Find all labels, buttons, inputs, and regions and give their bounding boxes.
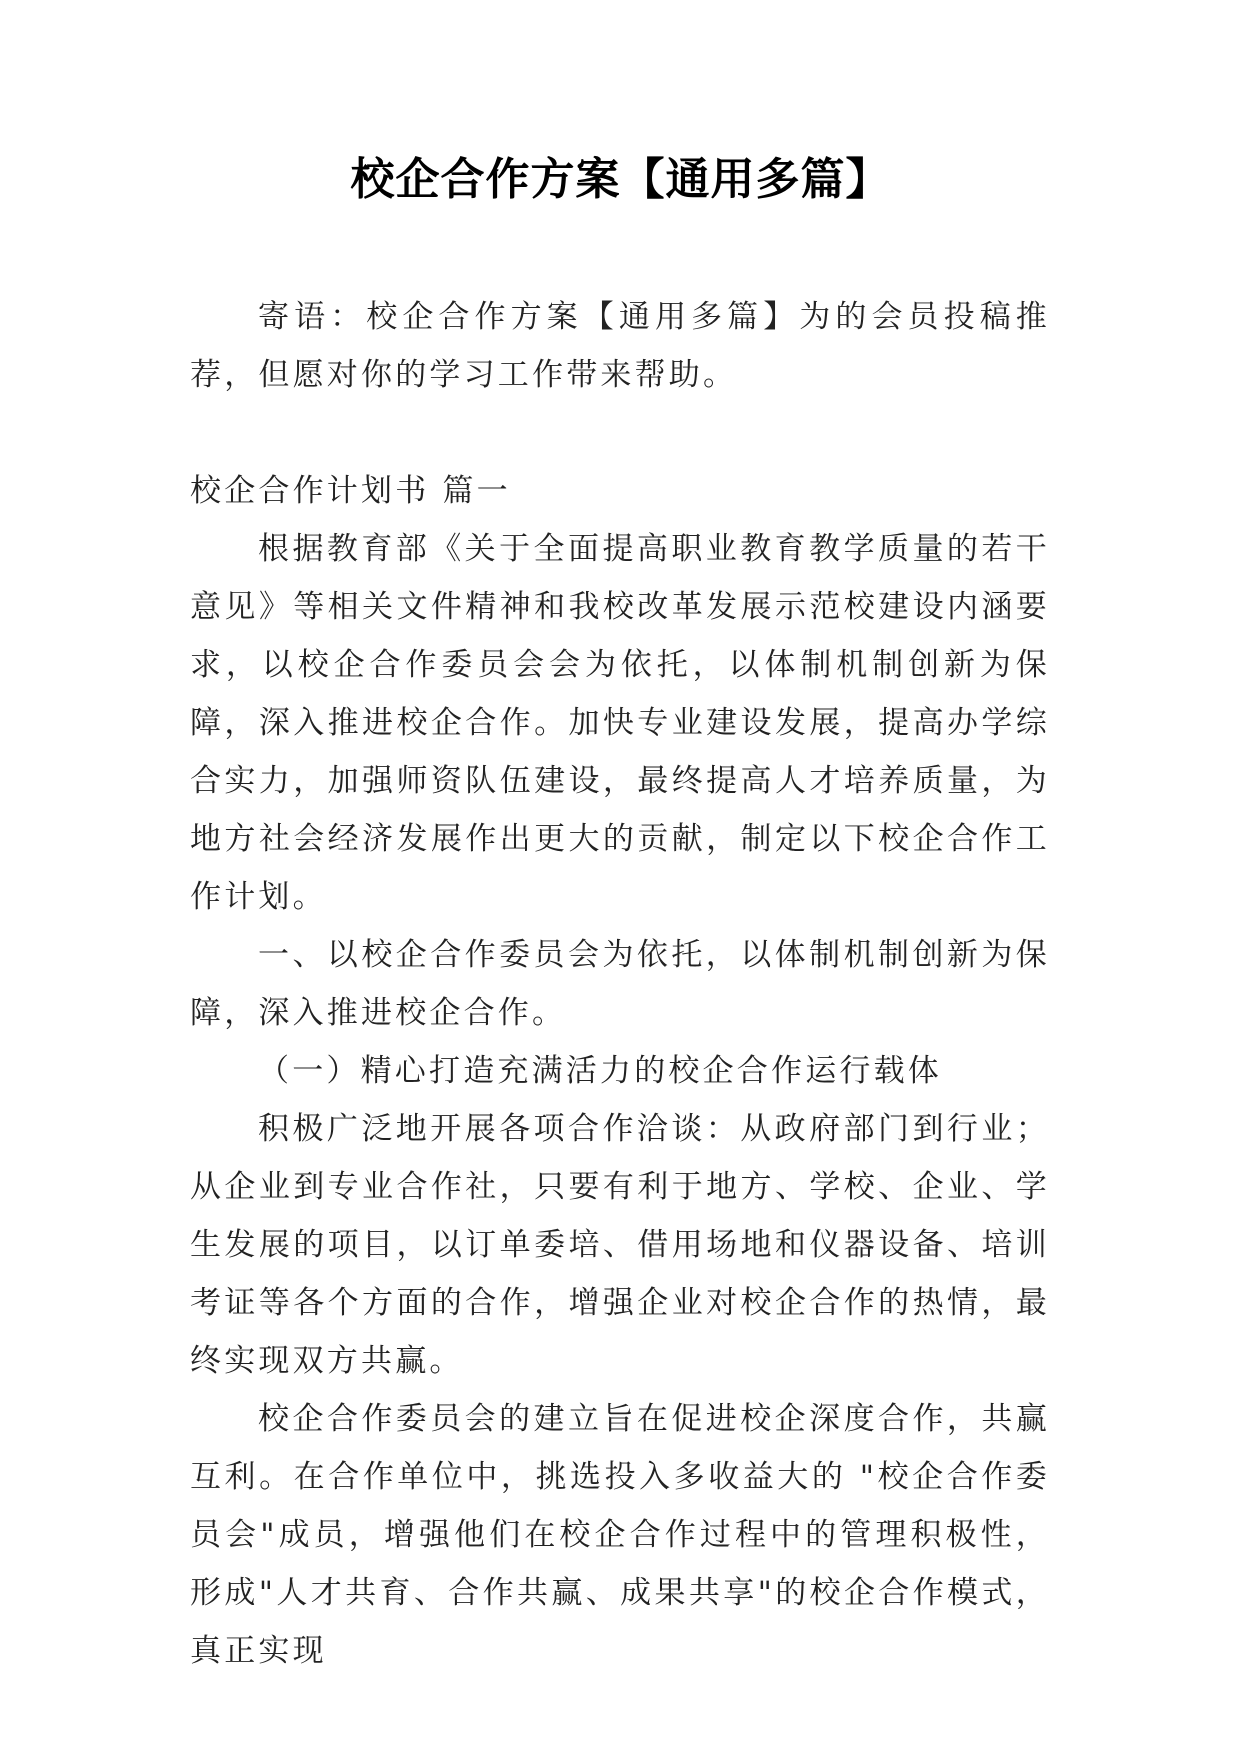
intro-paragraph: 寄语：校企合作方案【通用多篇】为的会员投稿推荐，但愿对你的学习工作带来帮助。: [190, 299, 1050, 393]
section-heading-block: [190, 462, 1050, 520]
paragraph: 一、以校企合作委员会为依托，以体制机制创新为保障，深入推进校企合作。: [190, 937, 1050, 1031]
subheading: （一）精心打造充满活力的校企合作运行载体: [258, 1053, 942, 1089]
section-heading: 校企合作计划书 篇一: [190, 473, 511, 509]
document-title: 校企合作方案【通用多篇】: [350, 154, 891, 205]
paragraph: 积极广泛地开展各项合作洽谈：从政府部门到行业；从企业到专业合作社，只要有利于地方、学校、企业、学生发展的项目，以订单委培、借用场地和仪器设备、培训考证等各个方面的合作，增强企业对校企合作的热情，最终实现双方共赢。: [190, 1111, 1050, 1379]
main-body: [190, 520, 1050, 1680]
paragraph: 校企合作委员会的建立旨在促进校企深度合作，共赢互利。在合作单位中，挑选投入多收益大的 "校企合作委员会"成员，增强他们在校企合作过程中的管理积极性，形成"人才共育、合作共赢、成果共享"的校企合作模式，真正实现: [190, 1401, 1050, 1669]
paragraph: 根据教育部《关于全面提高职业教育教学质量的若干意见》等相关文件精神和我校改革发展示范校建设内涵要求，以校企合作委员会会为依托，以体制机制创新为保障，深入推进校企合作。加快专业建设发展，提高办学综合实力，加强师资队伍建设，最终提高人才培养质量，为地方社会经济发展作出更大的贡献，制定以下校企合作工作计划。: [190, 531, 1050, 915]
intro-block: [190, 288, 1050, 404]
